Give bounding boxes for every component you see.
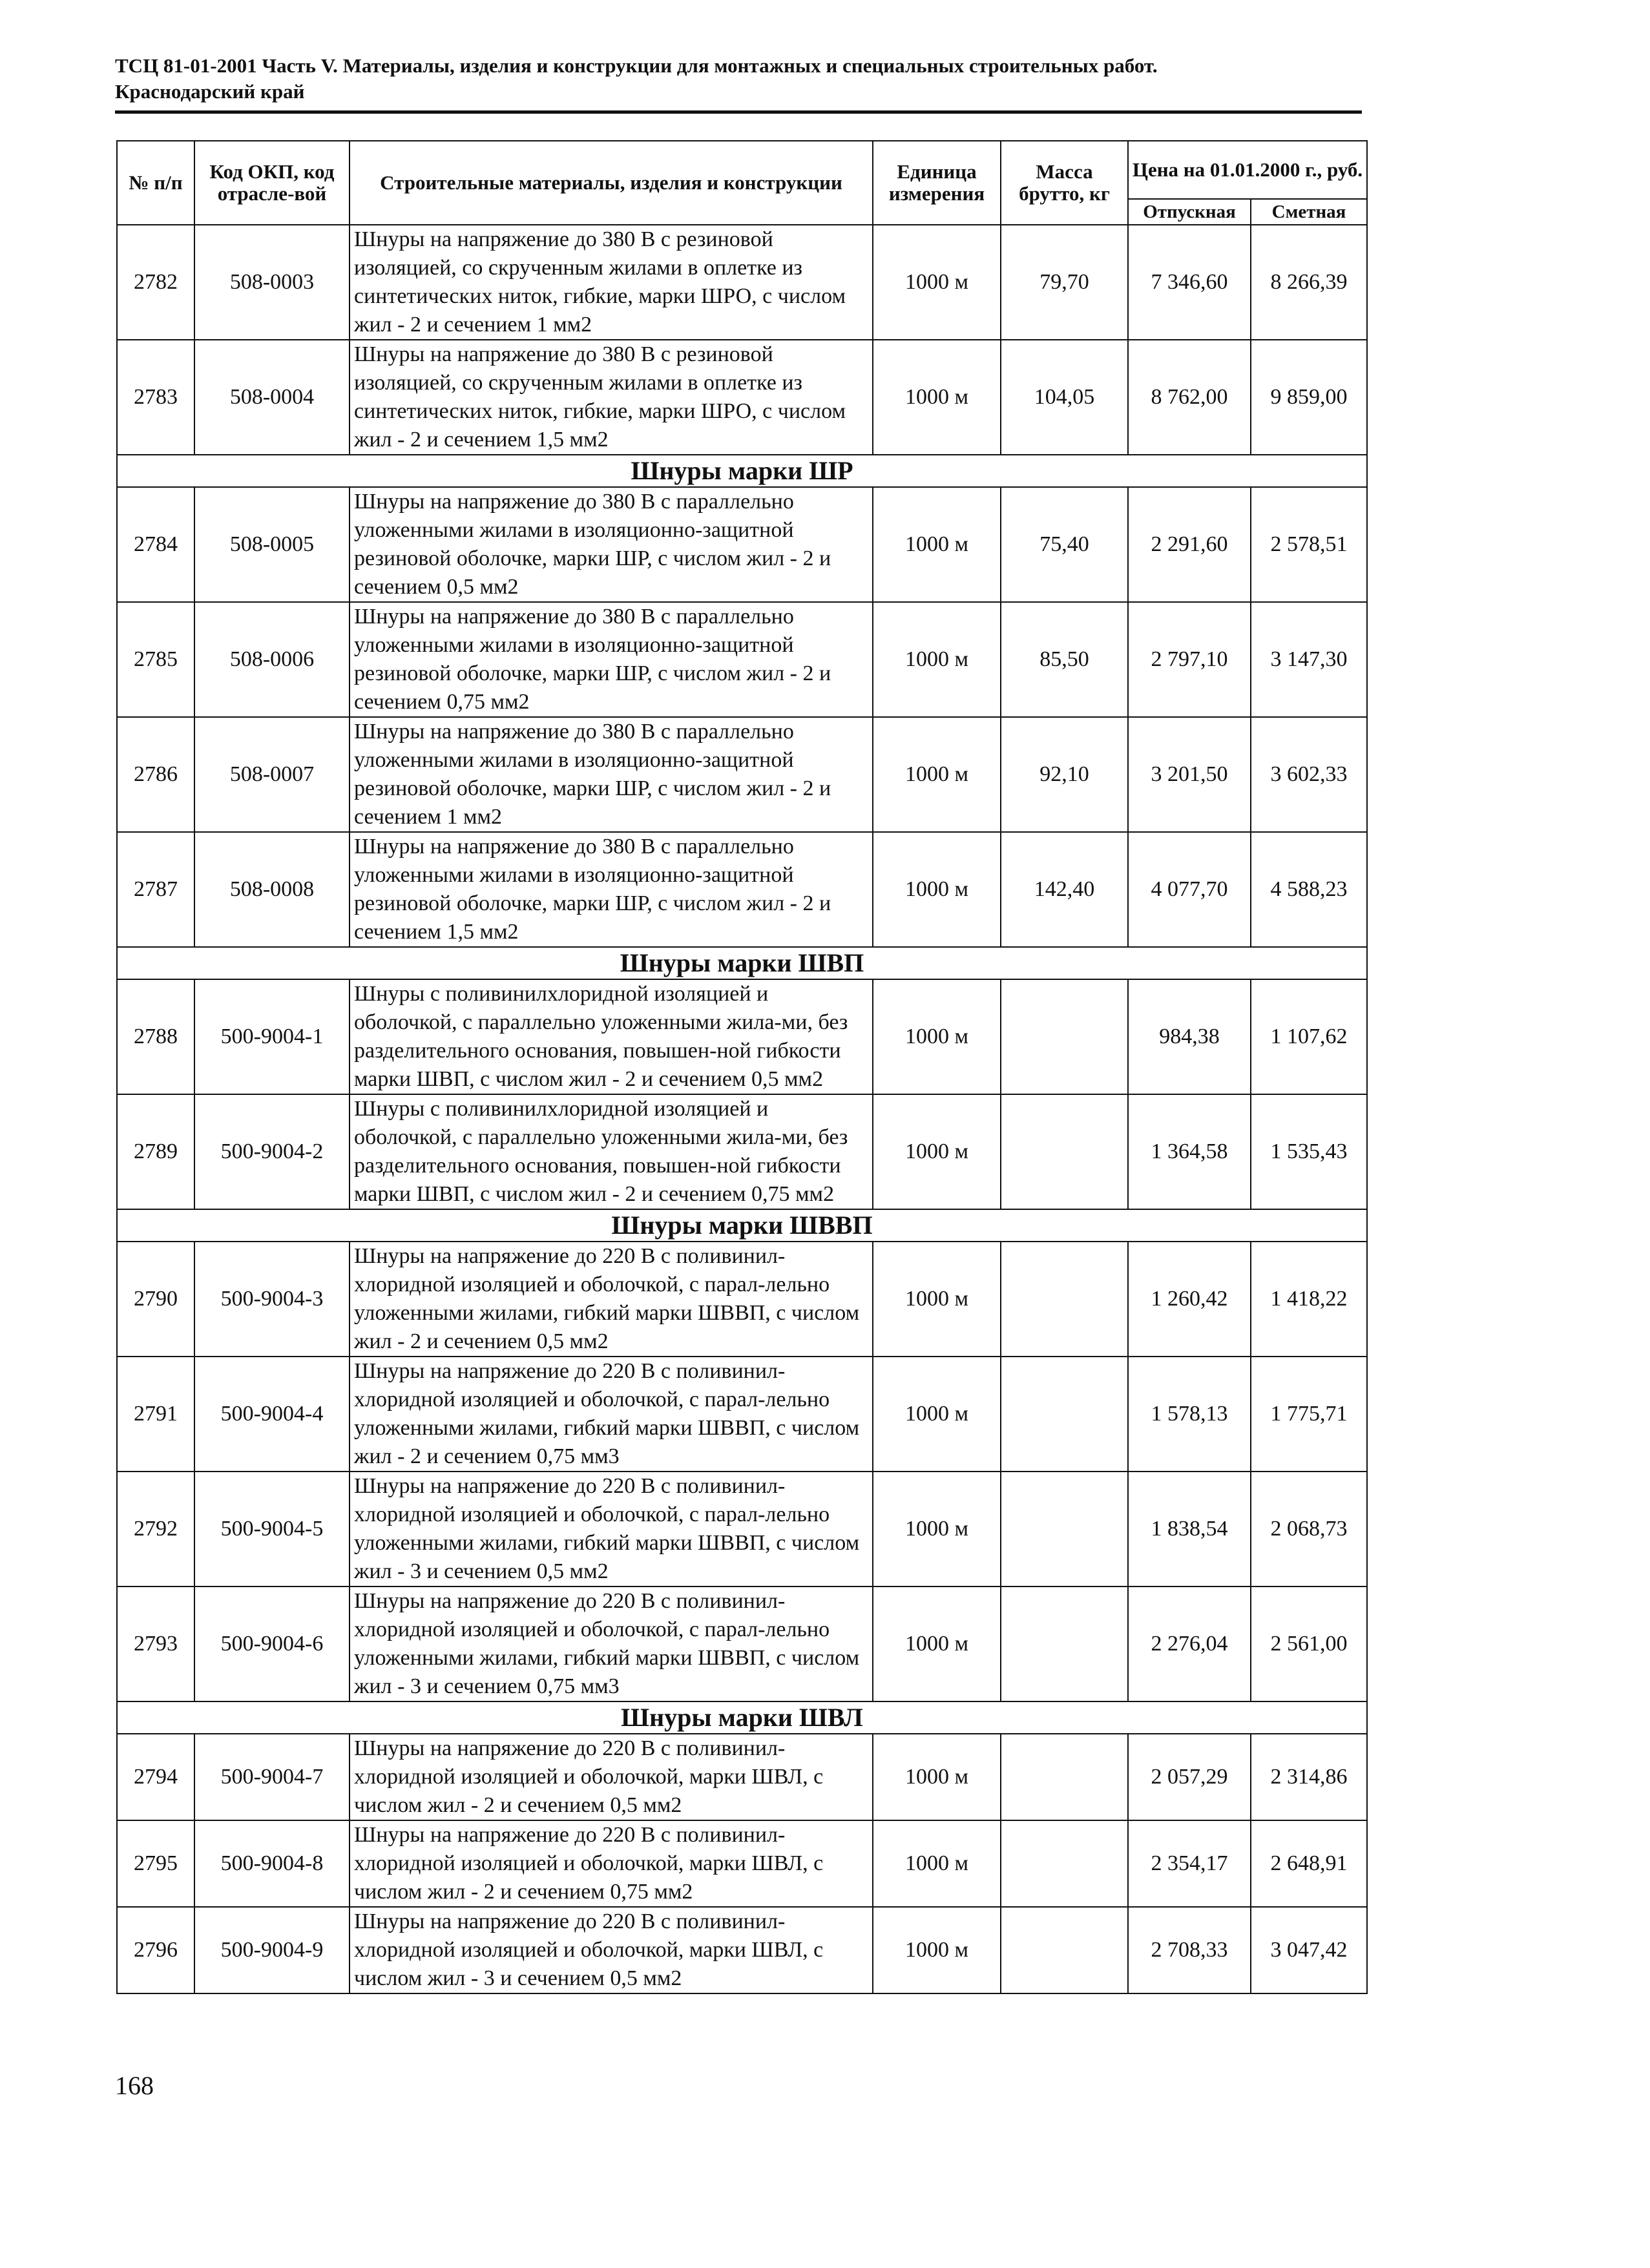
cell-code: 508-0008 xyxy=(194,832,350,947)
table-row xyxy=(117,717,1367,832)
cell-estimate-price: 1 535,43 xyxy=(1251,1094,1367,1209)
section-header-row xyxy=(117,1701,1367,1734)
section-title: Шнуры марки ШВВП xyxy=(117,1209,1367,1242)
cell-description: Шнуры на напряжение до 220 В с поливинил-хлоридной изоляцией и оболочкой, марки ШВЛ, с числом жил - 2 и сечением 0,5 мм2 xyxy=(350,1734,873,1820)
cell-release-price: 1 364,58 xyxy=(1128,1094,1251,1209)
table-row xyxy=(117,832,1367,947)
cell-unit: 1000 м xyxy=(873,1820,1001,1907)
section-title: Шнуры марки ШВЛ xyxy=(117,1701,1367,1734)
cell-estimate-price: 1 775,71 xyxy=(1251,1357,1367,1472)
cell-release-price: 3 201,50 xyxy=(1128,717,1251,832)
cell-num: 2789 xyxy=(117,1094,194,1209)
cell-estimate-price: 3 047,42 xyxy=(1251,1907,1367,1993)
col-num-header: № п/п xyxy=(117,141,194,225)
cell-release-price: 2 354,17 xyxy=(1128,1820,1251,1907)
cell-num: 2792 xyxy=(117,1472,194,1587)
cell-num: 2791 xyxy=(117,1357,194,1472)
cell-estimate-price: 2 314,86 xyxy=(1251,1734,1367,1820)
cell-description: Шнуры на напряжение до 220 В с поливинил-хлоридной изоляцией и оболочкой, с парал-лельно уложенными жилами, гибкий марки ШВВП, с числом жил - 3 и сечением 0,5 мм2 xyxy=(350,1472,873,1587)
cell-unit: 1000 м xyxy=(873,487,1001,602)
cell-num: 2794 xyxy=(117,1734,194,1820)
table-row xyxy=(117,1472,1367,1587)
cell-mass xyxy=(1001,1734,1128,1820)
cell-code: 508-0005 xyxy=(194,487,350,602)
cell-mass: 85,50 xyxy=(1001,602,1128,717)
cell-unit: 1000 м xyxy=(873,602,1001,717)
cell-description: Шнуры на напряжение до 220 В с поливинил-хлоридной изоляцией и оболочкой, с парал-лельно уложенными жилами, гибкий марки ШВВП, с числом жил - 2 и сечением 0,5 мм2 xyxy=(350,1242,873,1357)
cell-description: Шнуры на напряжение до 380 В с параллельно уложенными жилами в изоляционно-защитной резиновой оболочке, марки ШР, с числом жил - 2 и сечением 1,5 мм2 xyxy=(350,832,873,947)
cell-mass: 75,40 xyxy=(1001,487,1128,602)
section-title: Шнуры марки ШВП xyxy=(117,947,1367,979)
cell-estimate-price: 1 418,22 xyxy=(1251,1242,1367,1357)
cell-mass xyxy=(1001,979,1128,1094)
cell-num: 2784 xyxy=(117,487,194,602)
table-body xyxy=(117,225,1367,1993)
cell-num: 2787 xyxy=(117,832,194,947)
table-row xyxy=(117,340,1367,455)
cell-unit: 1000 м xyxy=(873,1734,1001,1820)
cell-release-price: 2 708,33 xyxy=(1128,1907,1251,1993)
cell-unit: 1000 м xyxy=(873,340,1001,455)
cell-release-price: 2 057,29 xyxy=(1128,1734,1251,1820)
cell-mass xyxy=(1001,1357,1128,1472)
cell-estimate-price: 1 107,62 xyxy=(1251,979,1367,1094)
header-region: Краснодарский край xyxy=(115,80,305,103)
cell-code: 500-9004-8 xyxy=(194,1820,350,1907)
cell-estimate-price: 4 588,23 xyxy=(1251,832,1367,947)
cell-num: 2782 xyxy=(117,225,194,340)
cell-release-price: 984,38 xyxy=(1128,979,1251,1094)
table-row xyxy=(117,487,1367,602)
cell-num: 2796 xyxy=(117,1907,194,1993)
cell-release-price: 2 797,10 xyxy=(1128,602,1251,717)
cell-mass: 79,70 xyxy=(1001,225,1128,340)
table-row xyxy=(117,225,1367,340)
col-release-price-header: Отпускная xyxy=(1128,199,1251,225)
table-row xyxy=(117,1242,1367,1357)
cell-unit: 1000 м xyxy=(873,225,1001,340)
table-row xyxy=(117,1907,1367,1993)
cell-estimate-price: 8 266,39 xyxy=(1251,225,1367,340)
cell-code: 500-9004-1 xyxy=(194,979,350,1094)
cell-code: 508-0003 xyxy=(194,225,350,340)
col-mass-header: Масса брутто, кг xyxy=(1001,141,1128,225)
cell-mass: 142,40 xyxy=(1001,832,1128,947)
cell-num: 2785 xyxy=(117,602,194,717)
cell-mass: 104,05 xyxy=(1001,340,1128,455)
cell-num: 2795 xyxy=(117,1820,194,1907)
price-table xyxy=(116,140,1368,1994)
cell-unit: 1000 м xyxy=(873,979,1001,1094)
cell-code: 508-0006 xyxy=(194,602,350,717)
cell-code: 500-9004-7 xyxy=(194,1734,350,1820)
cell-unit: 1000 м xyxy=(873,1242,1001,1357)
table-row xyxy=(117,602,1367,717)
header-rule xyxy=(115,110,1362,114)
cell-description: Шнуры на напряжение до 380 В с параллельно уложенными жилами в изоляционно-защитной резиновой оболочке, марки ШР, с числом жил - 2 и сечением 0,5 мм2 xyxy=(350,487,873,602)
cell-num: 2786 xyxy=(117,717,194,832)
cell-estimate-price: 2 578,51 xyxy=(1251,487,1367,602)
cell-code: 500-9004-3 xyxy=(194,1242,350,1357)
cell-estimate-price: 3 147,30 xyxy=(1251,602,1367,717)
cell-code: 500-9004-9 xyxy=(194,1907,350,1993)
cell-num: 2790 xyxy=(117,1242,194,1357)
section-title: Шнуры марки ШР xyxy=(117,455,1367,487)
cell-num: 2783 xyxy=(117,340,194,455)
col-name-header: Строительные материалы, изделия и конструкции xyxy=(350,141,873,225)
cell-description: Шнуры с поливинилхлоридной изоляцией и оболочкой, с параллельно уложенными жила-ми, без разделительного основания, повышен-ной гибкости марки ШВП, с числом жил - 2 и сечением 0,75 мм2 xyxy=(350,1094,873,1209)
cell-unit: 1000 м xyxy=(873,1472,1001,1587)
cell-num: 2788 xyxy=(117,979,194,1094)
cell-unit: 1000 м xyxy=(873,1907,1001,1993)
page-number: 168 xyxy=(115,2071,154,2100)
section-header-row xyxy=(117,947,1367,979)
col-price-header: Цена на 01.01.2000 г., руб. xyxy=(1128,141,1367,199)
cell-description: Шнуры на напряжение до 380 В с резиновой изоляцией, со скрученным жилами в оплетке из синтетических ниток, гибкие, марки ШРО, с числом жил - 2 и сечением 1 мм2 xyxy=(350,225,873,340)
section-header-row xyxy=(117,455,1367,487)
cell-description: Шнуры на напряжение до 220 В с поливинил-хлоридной изоляцией и оболочкой, марки ШВЛ, с числом жил - 3 и сечением 0,5 мм2 xyxy=(350,1907,873,1993)
cell-unit: 1000 м xyxy=(873,1357,1001,1472)
col-unit-header: Единица измерения xyxy=(873,141,1001,225)
cell-mass xyxy=(1001,1472,1128,1587)
table-row xyxy=(117,1734,1367,1820)
cell-mass xyxy=(1001,1820,1128,1907)
cell-release-price: 7 346,60 xyxy=(1128,225,1251,340)
cell-mass xyxy=(1001,1094,1128,1209)
cell-estimate-price: 3 602,33 xyxy=(1251,717,1367,832)
cell-code: 508-0004 xyxy=(194,340,350,455)
cell-code: 500-9004-4 xyxy=(194,1357,350,1472)
cell-release-price: 8 762,00 xyxy=(1128,340,1251,455)
table-row xyxy=(117,1094,1367,1209)
table-header xyxy=(117,141,1367,225)
header-title: ТСЦ 81-01-2001 Часть V. Материалы, изделия и конструкции для монтажных и специальных строительных работ. xyxy=(115,54,1158,77)
cell-mass: 92,10 xyxy=(1001,717,1128,832)
cell-unit: 1000 м xyxy=(873,1587,1001,1701)
col-code-header: Код ОКП, код отрасле-вой xyxy=(194,141,350,225)
cell-release-price: 2 291,60 xyxy=(1128,487,1251,602)
cell-release-price: 4 077,70 xyxy=(1128,832,1251,947)
table-row xyxy=(117,979,1367,1094)
cell-mass xyxy=(1001,1907,1128,1993)
cell-unit: 1000 м xyxy=(873,1094,1001,1209)
col-estimate-price-header: Сметная xyxy=(1251,199,1367,225)
cell-description: Шнуры на напряжение до 380 В с параллельно уложенными жилами в изоляционно-защитной резиновой оболочке, марки ШР, с числом жил - 2 и сечением 1 мм2 xyxy=(350,717,873,832)
cell-description: Шнуры с поливинилхлоридной изоляцией и оболочкой, с параллельно уложенными жила-ми, без разделительного основания, повышен-ной гибкости марки ШВП, с числом жил - 2 и сечением 0,5 мм2 xyxy=(350,979,873,1094)
page-header xyxy=(115,53,1362,105)
cell-release-price: 1 578,13 xyxy=(1128,1357,1251,1472)
cell-code: 508-0007 xyxy=(194,717,350,832)
cell-mass xyxy=(1001,1587,1128,1701)
cell-mass xyxy=(1001,1242,1128,1357)
cell-release-price: 1 260,42 xyxy=(1128,1242,1251,1357)
cell-description: Шнуры на напряжение до 380 В с параллельно уложенными жилами в изоляционно-защитной резиновой оболочке, марки ШР, с числом жил - 2 и сечением 0,75 мм2 xyxy=(350,602,873,717)
cell-description: Шнуры на напряжение до 220 В с поливинил-хлоридной изоляцией и оболочкой, с парал-лельно уложенными жилами, гибкий марки ШВВП, с числом жил - 2 и сечением 0,75 мм3 xyxy=(350,1357,873,1472)
cell-description: Шнуры на напряжение до 220 В с поливинил-хлоридной изоляцией и оболочкой, марки ШВЛ, с числом жил - 2 и сечением 0,75 мм2 xyxy=(350,1820,873,1907)
table-row xyxy=(117,1587,1367,1701)
cell-code: 500-9004-5 xyxy=(194,1472,350,1587)
cell-estimate-price: 2 648,91 xyxy=(1251,1820,1367,1907)
cell-unit: 1000 м xyxy=(873,832,1001,947)
cell-code: 500-9004-6 xyxy=(194,1587,350,1701)
table-row xyxy=(117,1357,1367,1472)
cell-description: Шнуры на напряжение до 380 В с резиновой изоляцией, со скрученным жилами в оплетке из синтетических ниток, гибкие, марки ШРО, с числом жил - 2 и сечением 1,5 мм2 xyxy=(350,340,873,455)
table-row xyxy=(117,1820,1367,1907)
cell-num: 2793 xyxy=(117,1587,194,1701)
section-header-row xyxy=(117,1209,1367,1242)
cell-release-price: 1 838,54 xyxy=(1128,1472,1251,1587)
cell-release-price: 2 276,04 xyxy=(1128,1587,1251,1701)
cell-description: Шнуры на напряжение до 220 В с поливинил-хлоридной изоляцией и оболочкой, с парал-лельно уложенными жилами, гибкий марки ШВВП, с числом жил - 3 и сечением 0,75 мм3 xyxy=(350,1587,873,1701)
cell-code: 500-9004-2 xyxy=(194,1094,350,1209)
cell-unit: 1000 м xyxy=(873,717,1001,832)
cell-estimate-price: 2 561,00 xyxy=(1251,1587,1367,1701)
cell-estimate-price: 2 068,73 xyxy=(1251,1472,1367,1587)
cell-estimate-price: 9 859,00 xyxy=(1251,340,1367,455)
